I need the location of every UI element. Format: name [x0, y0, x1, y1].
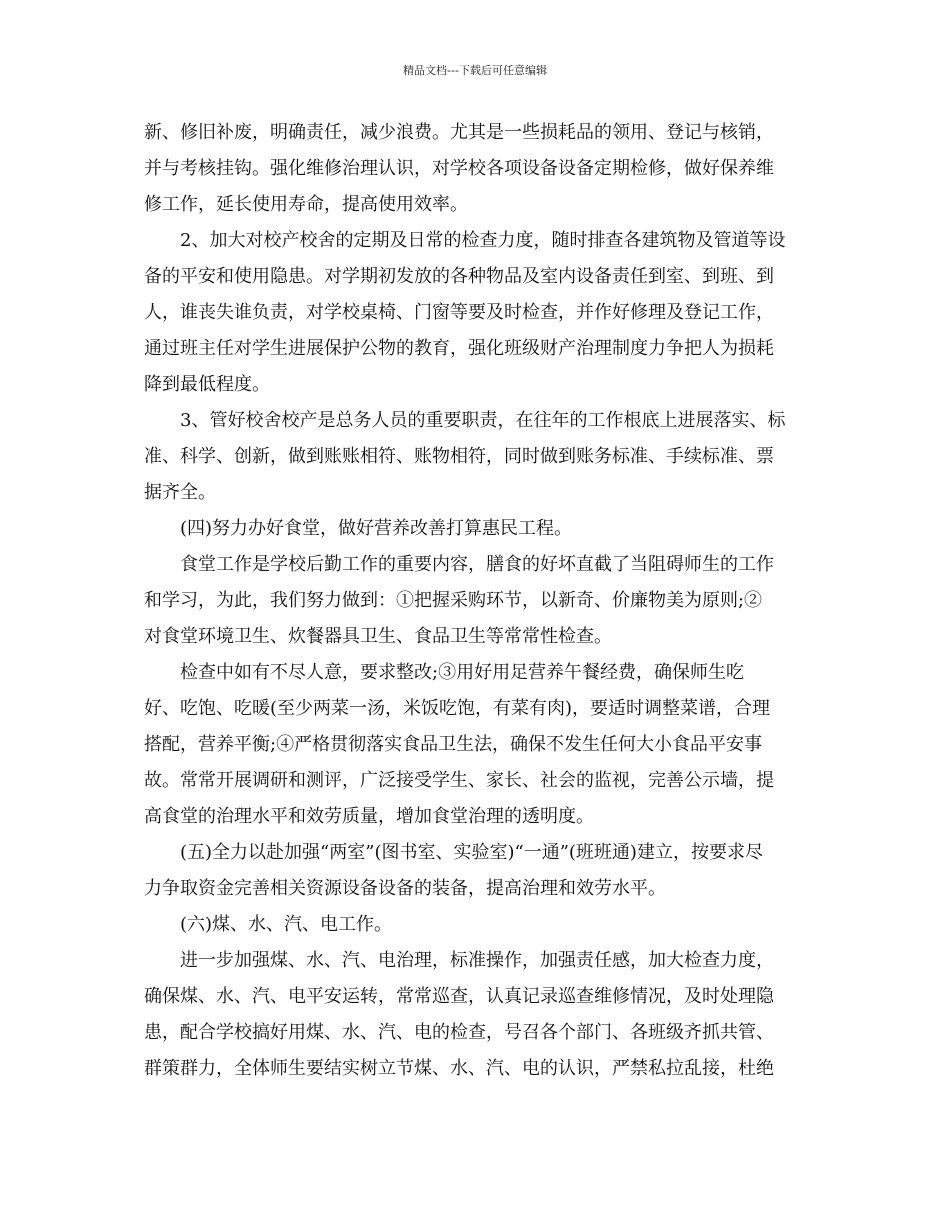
- paragraph: [144, 907, 808, 943]
- paragraph: [144, 655, 808, 835]
- text-line: 食堂工作是学校后勤工作的重要内容，膳食的好坏直截了当阻碍师生的工作: [180, 554, 774, 575]
- text-line: 和学习，为此，我们努力做到：①把握采购环节，以新奇、价廉物美为原则;②: [144, 590, 763, 611]
- paragraph: [144, 835, 808, 907]
- paragraph: [144, 403, 808, 511]
- paragraph: [144, 223, 808, 403]
- text-line: 好、吃饱、吃暖(至少两菜一汤，米饭吃饱，有菜有肉)，要适时调整菜谱，合理: [144, 698, 771, 719]
- text-line: 通过班主任对学生进展保护公物的教育，强化班级财产治理制度力争把人为损耗: [144, 338, 774, 359]
- text-line: (四)努力办好食堂，做好营养改善打算惠民工程。: [180, 518, 573, 539]
- text-line: 降到最低程度。: [144, 374, 270, 395]
- text-line: 高食堂的治理水平和效劳质量，增加食堂治理的透明度。: [144, 806, 594, 827]
- paragraph: [144, 547, 808, 655]
- text-line: 进一步加强煤、水、汽、电治理，标准操作，加强责任感，加大检查力度，: [180, 950, 774, 971]
- text-line: 备的平安和使用隐患。对学期初发放的各种物品及室内设备责任到室、到班、到: [144, 266, 774, 287]
- text-line: 3、管好校舍校产是总务人员的重要职责，在往年的工作根底上进展落实、标: [180, 410, 786, 431]
- text-line: 力争取资金完善相关资源设备设备的装备，提高治理和效劳水平。: [144, 878, 666, 899]
- text-line: 人，谁丧失谁负责，对学校桌椅、门窗等要及时检查，并作好修理及登记工作，: [144, 302, 774, 323]
- text-line: 新、修旧补废，明确责任，减少浪费。尤其是一些损耗品的领用、登记与核销，: [144, 122, 774, 143]
- text-line: 据齐全。: [144, 482, 216, 503]
- paragraph: [144, 511, 808, 547]
- page-header: 精品文档---下载后可任意编辑: [403, 64, 547, 77]
- text-line: 并与考核挂钩。强化维修治理认识，对学校各项设备设备定期检修，做好保养维: [144, 158, 774, 179]
- text-line: 2、加大对校产校舍的定期及日常的检查力度，随时排查各建筑物及管道等设: [180, 230, 786, 251]
- text-line: (六)煤、水、汽、电工作。: [180, 914, 393, 935]
- paragraph: [144, 115, 808, 223]
- text-line: 故。常常开展调研和测评，广泛接受学生、家长、社会的监视，完善公示墙，提: [144, 770, 774, 791]
- text-line: (五)全力以赴加强“两室”(图书室、实验室)“一通”(班班通)建立，按要求尽: [180, 842, 763, 863]
- paragraph: [144, 943, 808, 1087]
- text-line: 对食堂环境卫生、炊餐器具卫生、食品卫生等常常性检查。: [144, 626, 612, 647]
- text-line: 检查中如有不尽人意，要求整改;③用好用足营养午餐经费，确保师生吃: [180, 662, 745, 683]
- text-line: 搭配，营养平衡;④严格贯彻落实食品卫生法，确保不发生任何大小食品平安事: [144, 734, 763, 755]
- document-body: [144, 115, 808, 1087]
- text-line: 确保煤、水、汽、电平安运转，常常巡查，认真记录巡查维修情况，及时处理隐: [144, 986, 774, 1007]
- text-line: 准、科学、创新，做到账账相符、账物相符，同时做到账务标准、手续标准、票: [144, 446, 774, 467]
- text-line: 群策群力，全体师生要结实树立节煤、水、汽、电的认识，严禁私拉乱接，杜绝: [144, 1058, 774, 1079]
- text-line: 患，配合学校搞好用煤、水、汽、电的检查，号召各个部门、各班级齐抓共管、: [144, 1022, 774, 1043]
- text-line: 修工作，延长使用寿命，提高使用效率。: [144, 194, 468, 215]
